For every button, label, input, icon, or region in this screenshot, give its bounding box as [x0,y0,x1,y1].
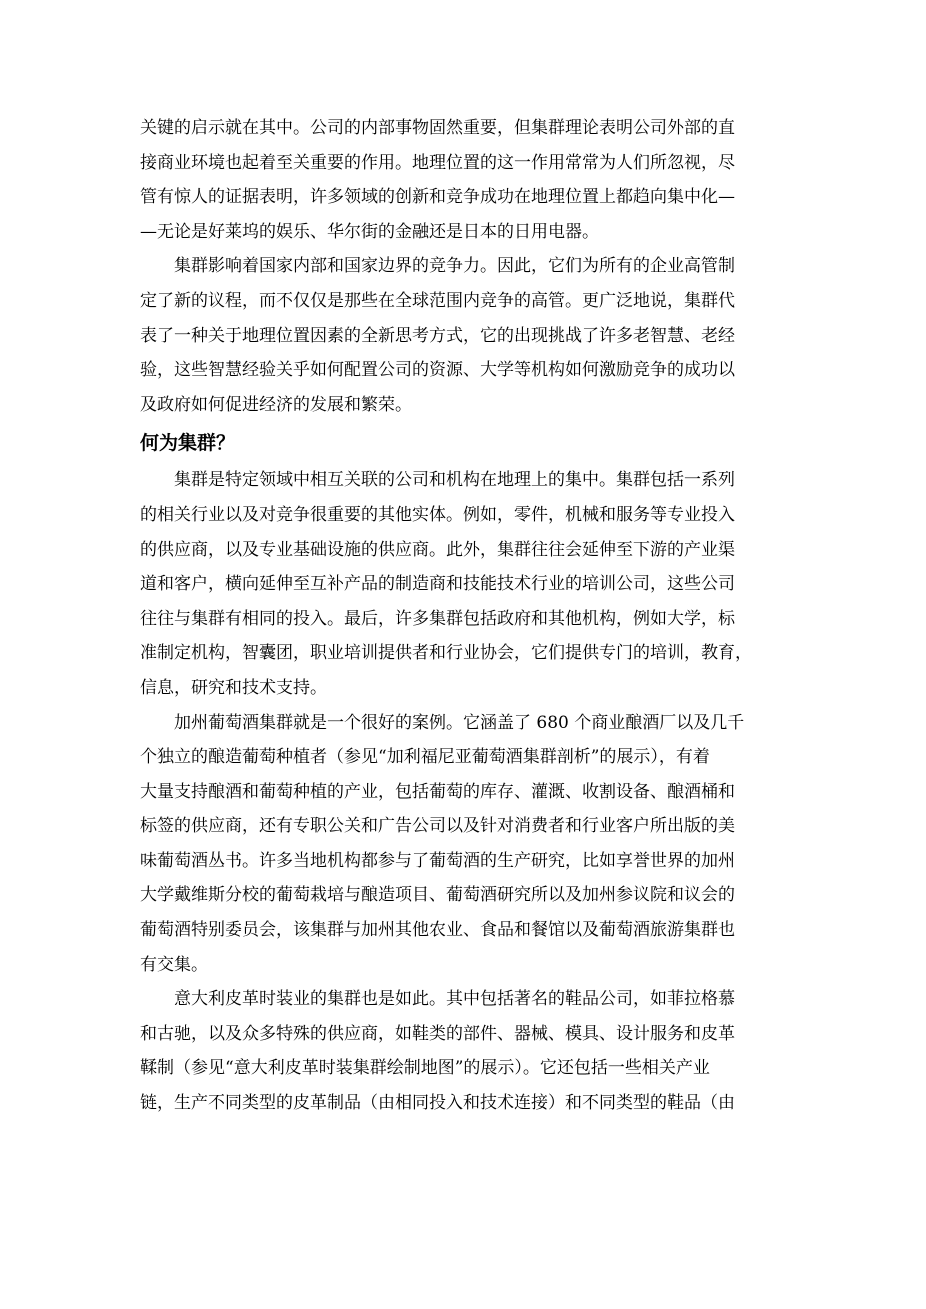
document-page [140,111,786,1121]
text-line: 的供应商，以及专业基础设施的供应商。此外，集群往往会延伸至下游的产业渠 [140,539,735,560]
text-line: 和古驰，以及众多特殊的供应商，如鞋类的部件、器械、模具、设计服务和皮革 [140,1023,735,1044]
text-line: 大量支持酿酒和葡萄种植的产业，包括葡萄的库存、灌溉、收割设备、酿酒桶和 [140,781,735,802]
text-line: 准制定机构，智囊团，职业培训提供者和行业协会，它们提供专门的培训，教育， [140,643,752,664]
text-line: 加州葡萄酒集群就是一个很好的案例。它涵盖了 680 个商业酿酒厂以及几千 [174,712,745,733]
section-intro [140,111,786,422]
text-line: 链，生产不同类型的皮革制品（由相同投入和技术连接）和不同类型的鞋品（由 [140,1093,735,1114]
text-line: 往往与集群有相同的投入。最后，许多集群包括政府和其他机构，例如大学，标 [140,608,735,629]
text-line: 集群影响着国家内部和国家边界的竞争力。因此，它们为所有的企业高管制 [174,256,735,277]
text-line: 道和客户，横向延伸至互补产品的制造商和技能技术行业的培训公司，这些公司 [140,574,735,595]
text-line: 味葡萄酒丛书。许多当地机构都参与了葡萄酒的生产研究，比如享誉世界的加州 [140,850,735,871]
text-line: 信息，研究和技术支持。 [140,677,327,698]
text-line: 表了一种关于地理位置因素的全新思考方式，它的出现挑战了许多老智慧、老经 [140,325,735,346]
text-line: 鞣制（参见“意大利皮革时装集群绘制地图”的展示）。它还包括一些相关产业 [140,1058,710,1079]
text-line: 验，这些智慧经验关乎如何配置公司的资源、大学等机构如何激励竞争的成功以 [140,360,735,381]
text-line: 管有惊人的证据表明，许多领域的创新和竞争成功在地理位置上都趋向集中化— [140,187,735,208]
text-line: 意大利皮革时装业的集群也是如此。其中包括著名的鞋品公司，如菲拉格慕 [174,989,735,1010]
text-line: 集群是特定领域中相互关联的公司和机构在地理上的集中。集群包括一系列 [174,470,735,491]
section-what-is-cluster [140,463,786,1120]
text-line: 有交集。 [140,954,208,975]
text-line: 的相关行业以及对竞争很重要的其他实体。例如，零件，机械和服务等专业投入 [140,504,735,525]
text-line: 个独立的酿造葡萄种植者（参见“加利福尼亚葡萄酒集群剖析”的展示），有着 [140,747,710,768]
text-line: 关键的启示就在其中。公司的内部事物固然重要，但集群理论表明公司外部的直 [140,118,735,138]
text-line: —无论是好莱坞的娱乐、华尔街的金融还是日本的日用电器。 [140,221,599,242]
text-line: 接商业环境也起着至关重要的作用。地理位置的这一作用常常为人们所忽视，尽 [140,152,735,173]
section-heading: 何为集群？ [140,432,236,455]
text-line: 定了新的议程，而不仅仅是那些在全球范围内竞争的高管。更广泛地说，集群代 [140,290,735,311]
text-line: 大学戴维斯分校的葡萄栽培与酿造项目、葡萄酒研究所以及加州参议院和议会的 [140,885,735,906]
text-line: 葡萄酒特别委员会，该集群与加州其他农业、食品和餐馆以及葡萄酒旅游集群也 [140,920,735,941]
text-line: 及政府如何促进经济的发展和繁荣。 [140,394,412,415]
text-line: 标签的供应商，还有专职公关和广告公司以及针对消费者和行业客户所出版的美 [140,816,735,837]
